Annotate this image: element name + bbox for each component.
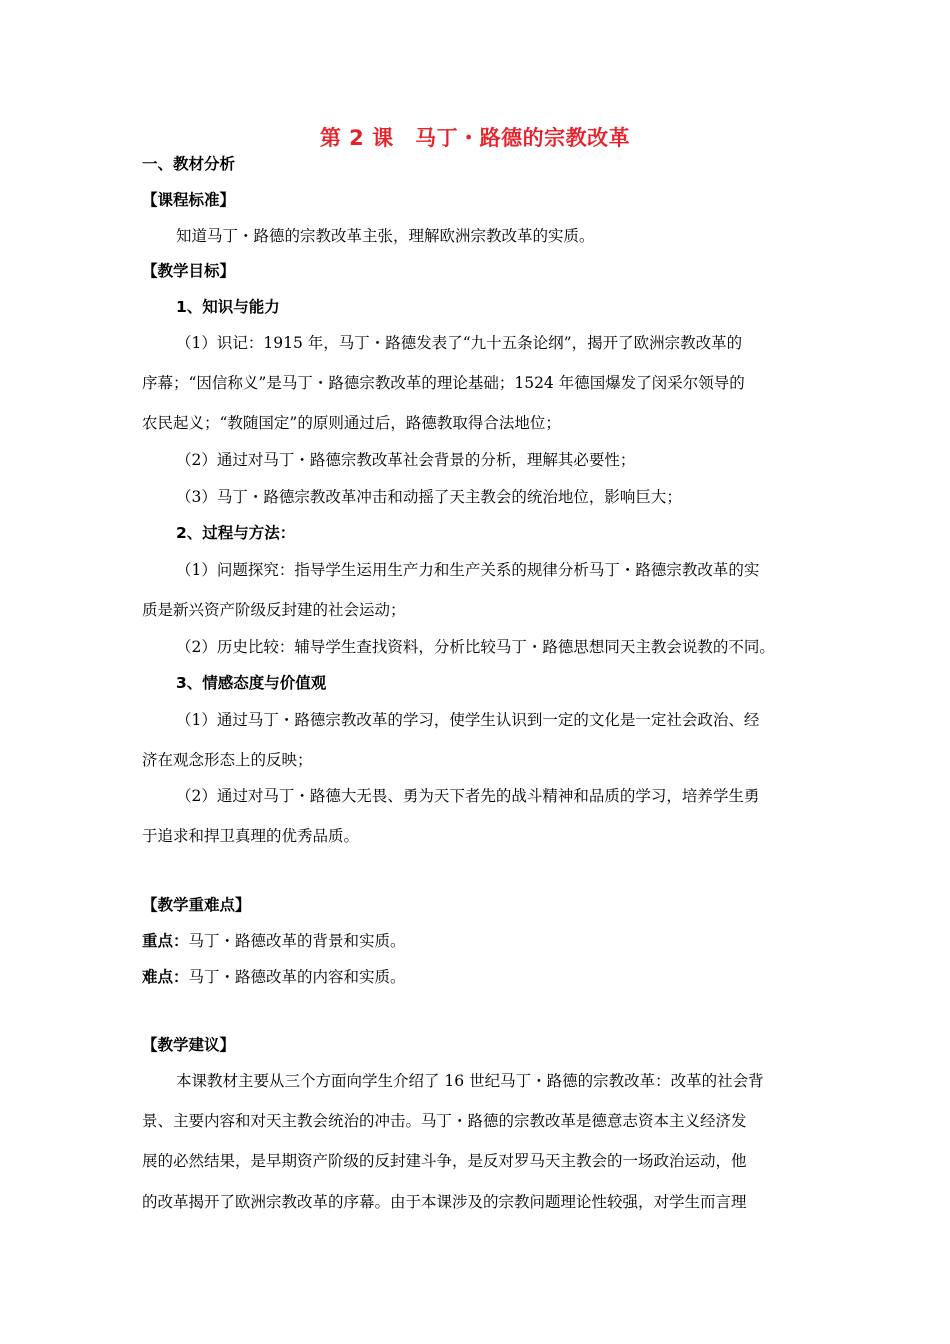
key-point-text: 马丁・路德改革的背景和实质。 — [188, 932, 406, 950]
paragraph-line: （1）问题探究：指导学生运用生产力和生产关系的规律分析马丁・路德宗教改革的实 — [176, 561, 760, 579]
paragraph-line: 序幕；“因信称义”是马丁・路德宗教改革的理论基础；1524 年德国爆发了闵采尔领导的 — [142, 374, 745, 392]
section-heading-textbook-analysis: 一、教材分析 — [142, 155, 236, 173]
heading-attitude-values: 3、情感态度与价值观 — [176, 674, 327, 692]
paragraph-line: （2）通过对马丁・路德大无畏、勇为天下者先的战斗精神和品质的学习，培养学生勇 — [176, 787, 760, 805]
key-point-line — [142, 931, 406, 951]
heading-teaching-goals: 【教学目标】 — [142, 262, 236, 280]
paragraph-line: 的改革揭开了欧洲宗教改革的序幕。由于本课涉及的宗教问题理论性较强，对学生而言理 — [142, 1193, 747, 1211]
heading-curriculum-standard: 【课程标准】 — [142, 191, 236, 209]
paragraph-line: 展的必然结果，是早期资产阶级的反封建斗争，是反对罗马天主教会的一场政治运动，他 — [142, 1152, 747, 1170]
key-point-label: 重点： — [142, 932, 189, 950]
paragraph-line: 质是新兴资产阶级反封建的社会运动； — [142, 601, 406, 619]
difficult-point-text: 马丁・路德改革的内容和实质。 — [188, 968, 406, 986]
difficult-point-line — [142, 967, 406, 987]
paragraph-line: 于追求和捍卫真理的优秀品质。 — [142, 827, 360, 845]
heading-key-difficult-points: 【教学重难点】 — [142, 896, 251, 914]
paragraph-line: （1）通过马丁・路德宗教改革的学习，使学生认识到一定的文化是一定社会政治、经 — [176, 711, 760, 729]
difficult-point-label: 难点： — [142, 968, 189, 986]
paragraph-line: 农民起义；“教随国定”的原则通过后，路德教取得合法地位； — [142, 414, 561, 432]
paragraph-line: （2）历史比较：辅导学生查找资料，分析比较马丁・路德思想同天主教会说教的不同。 — [176, 638, 775, 656]
paragraph-line: （2）通过对马丁・路德宗教改革社会背景的分析，理解其必要性； — [176, 451, 636, 469]
paragraph-line: （1）识记：1915 年，马丁・路德发表了“九十五条论纲”，揭开了欧洲宗教改革的 — [176, 334, 743, 352]
curriculum-standard-text: 知道马丁・路德的宗教改革主张，理解欧洲宗教改革的实质。 — [176, 227, 595, 245]
paragraph-line: （3）马丁・路德宗教改革冲击和动摇了天主教会的统治地位，影响巨大； — [176, 488, 682, 506]
heading-teaching-suggestions: 【教学建议】 — [142, 1036, 236, 1054]
heading-knowledge-ability: 1、知识与能力 — [176, 298, 280, 316]
paragraph-line: 济在观念形态上的反映； — [142, 751, 313, 769]
paragraph-line: 景、主要内容和对天主教会统治的冲击。马丁・路德的宗教改革是德意志资本主义经济发 — [142, 1112, 747, 1130]
paragraph-line: 本课教材主要从三个方面向学生介绍了 16 世纪马丁・路德的宗教改革：改革的社会背 — [176, 1072, 764, 1090]
lesson-title: 第 2 课 马丁・路德的宗教改革 — [319, 126, 631, 150]
heading-process-method: 2、过程与方法： — [176, 524, 296, 542]
